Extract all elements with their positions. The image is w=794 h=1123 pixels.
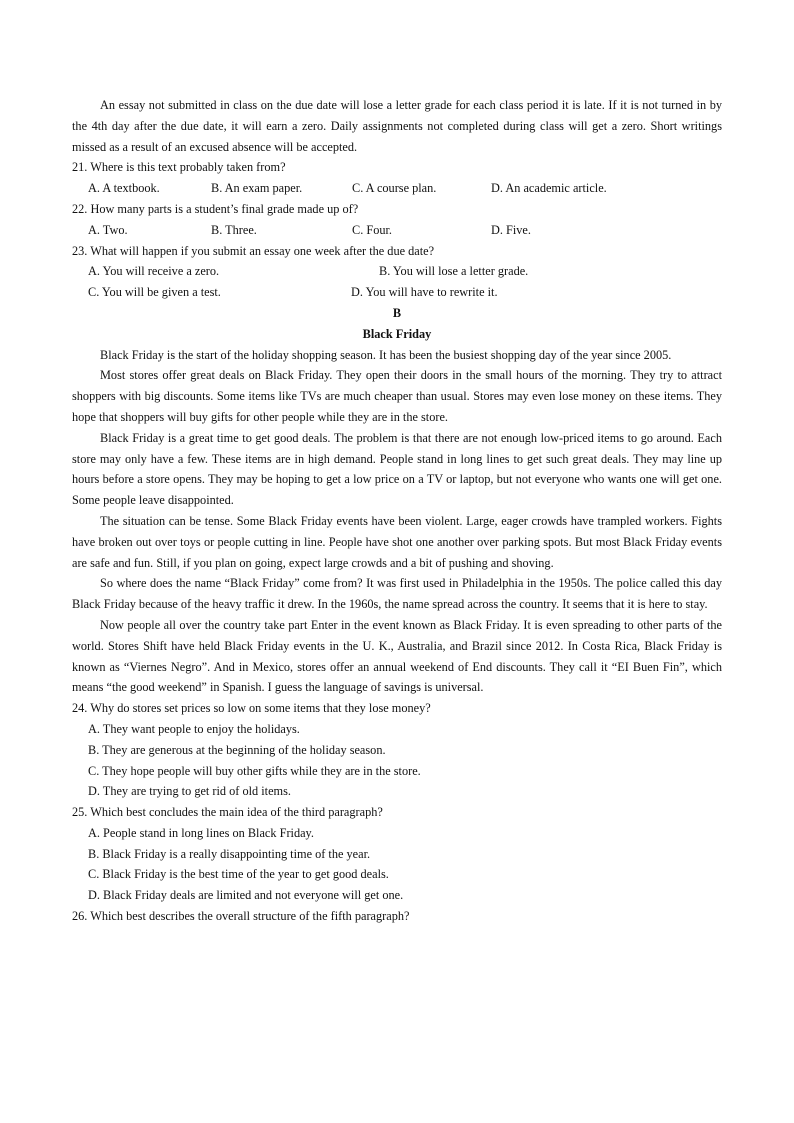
question-24: 24. Why do stores set prices so low on some items that they lose money? [72, 701, 431, 716]
document-page [72, 95, 722, 927]
option-d: D. You will have to rewrite it. [351, 285, 498, 300]
option-c: C. Black Friday is the best time of the year to get good deals. [88, 867, 389, 882]
passage-paragraph-4: The situation can be tense. Some Black Friday events have been violent. Large, eager crowds have trampled workers. Fights have broken out over toys or people cutting in line. People have shot one another over parking spots. But most Black Friday events are safe and fun. Still, if you plan on going, expect large crowds and a bit of pushing and shoving. [72, 513, 722, 570]
passage-paragraph-3: Black Friday is a great time to get good deals. The problem is that there are not enough low-priced items to go around. Each store may only have a few. These items are in high demand. People stand in long lines to get such great deals. They may line up hours before a store opens. They may be hoping to get a low price on a TV or laptop, but not everyone who wants one will get one. Some people leave disappointed. [72, 430, 722, 508]
option-b: B. Three. [211, 222, 257, 237]
question-26: 26. Which best describes the overall structure of the fifth paragraph? [72, 909, 410, 924]
option-c: C. A course plan. [352, 181, 437, 196]
option-b: B. Black Friday is a really disappointing time of the year. [88, 846, 371, 861]
option-c: C. You will be given a test. [88, 285, 221, 300]
option-d: D. Five. [491, 222, 531, 237]
passage-paragraph-5: So where does the name “Black Friday” come from? It was first used in Philadelphia in the 1950s. The police called this day Black Friday because of the heavy traffic it drew. In the 1960s, the name spread across the country. It seems that it is here to stay. [72, 576, 722, 612]
passage-paragraph-2: Most stores offer great deals on Black Friday. They open their doors in the small hours of the morning. They try to attract shoppers with big discounts. Some items like TVs are much cheaper than usual. Stores may even lose money on these items. They hope that shoppers will buy gifts for other people while they are in the store. [72, 368, 722, 424]
section-letter: B [392, 305, 402, 320]
option-a: A. Two. [88, 222, 128, 237]
passage-paragraph-6: Now people all over the country take part Enter in the event known as Black Friday. It is even spreading to other parts of the world. Stores Shift have held Black Friday events in the U. K., Australia, and Brazil since 2012. In Costa Rica, Black Friday is known as “Viernes Negro”. And in Mexico, stores offer an annual weekend of End discounts. They call it “EI Buen Fin”, which means “the good weekend” in Spanish. I guess the language of savings is universal. [72, 617, 722, 695]
question-21-options [72, 178, 722, 199]
option-a: A. You will receive a zero. [88, 264, 220, 279]
option-b: B. An exam paper. [211, 181, 303, 196]
question-22-options [72, 220, 722, 241]
question-23-options-row-1 [72, 261, 722, 282]
passage-paragraph-1: Black Friday is the start of the holiday shopping season. It has been the busiest shopping day of the year since 2005. [100, 347, 672, 362]
option-c: C. They hope people will buy other gifts while they are in the store. [88, 763, 421, 778]
option-d: D. Black Friday deals are limited and not everyone will get one. [88, 888, 404, 903]
option-a: A. People stand in long lines on Black Friday. [88, 825, 314, 840]
option-c: C. Four. [352, 222, 392, 237]
intro-paragraph: An essay not submitted in class on the due date will lose a letter grade for each class period it is late. If it is not turned in by the 4th day after the due date, it will earn a zero. Daily assignments not completed during class will get a zero. Short writings missed as a result of an excused absence will be accepted. [72, 98, 722, 154]
section-title: Black Friday [362, 326, 432, 341]
option-b: B. They are generous at the beginning of the holiday season. [88, 742, 386, 757]
option-a: A. A textbook. [88, 181, 160, 196]
question-25: 25. Which best concludes the main idea of the third paragraph? [72, 805, 383, 820]
option-d: D. An academic article. [491, 181, 607, 196]
option-d: D. They are trying to get rid of old items. [88, 784, 291, 799]
option-a: A. They want people to enjoy the holidays. [88, 721, 300, 736]
question-21: 21. Where is this text probably taken from? [72, 160, 286, 175]
question-23-options-row-2 [72, 282, 722, 303]
question-22: 22. How many parts is a student’s final grade made up of? [72, 201, 359, 216]
question-23: 23. What will happen if you submit an essay one week after the due date? [72, 243, 435, 258]
option-b: B. You will lose a letter grade. [379, 264, 529, 279]
